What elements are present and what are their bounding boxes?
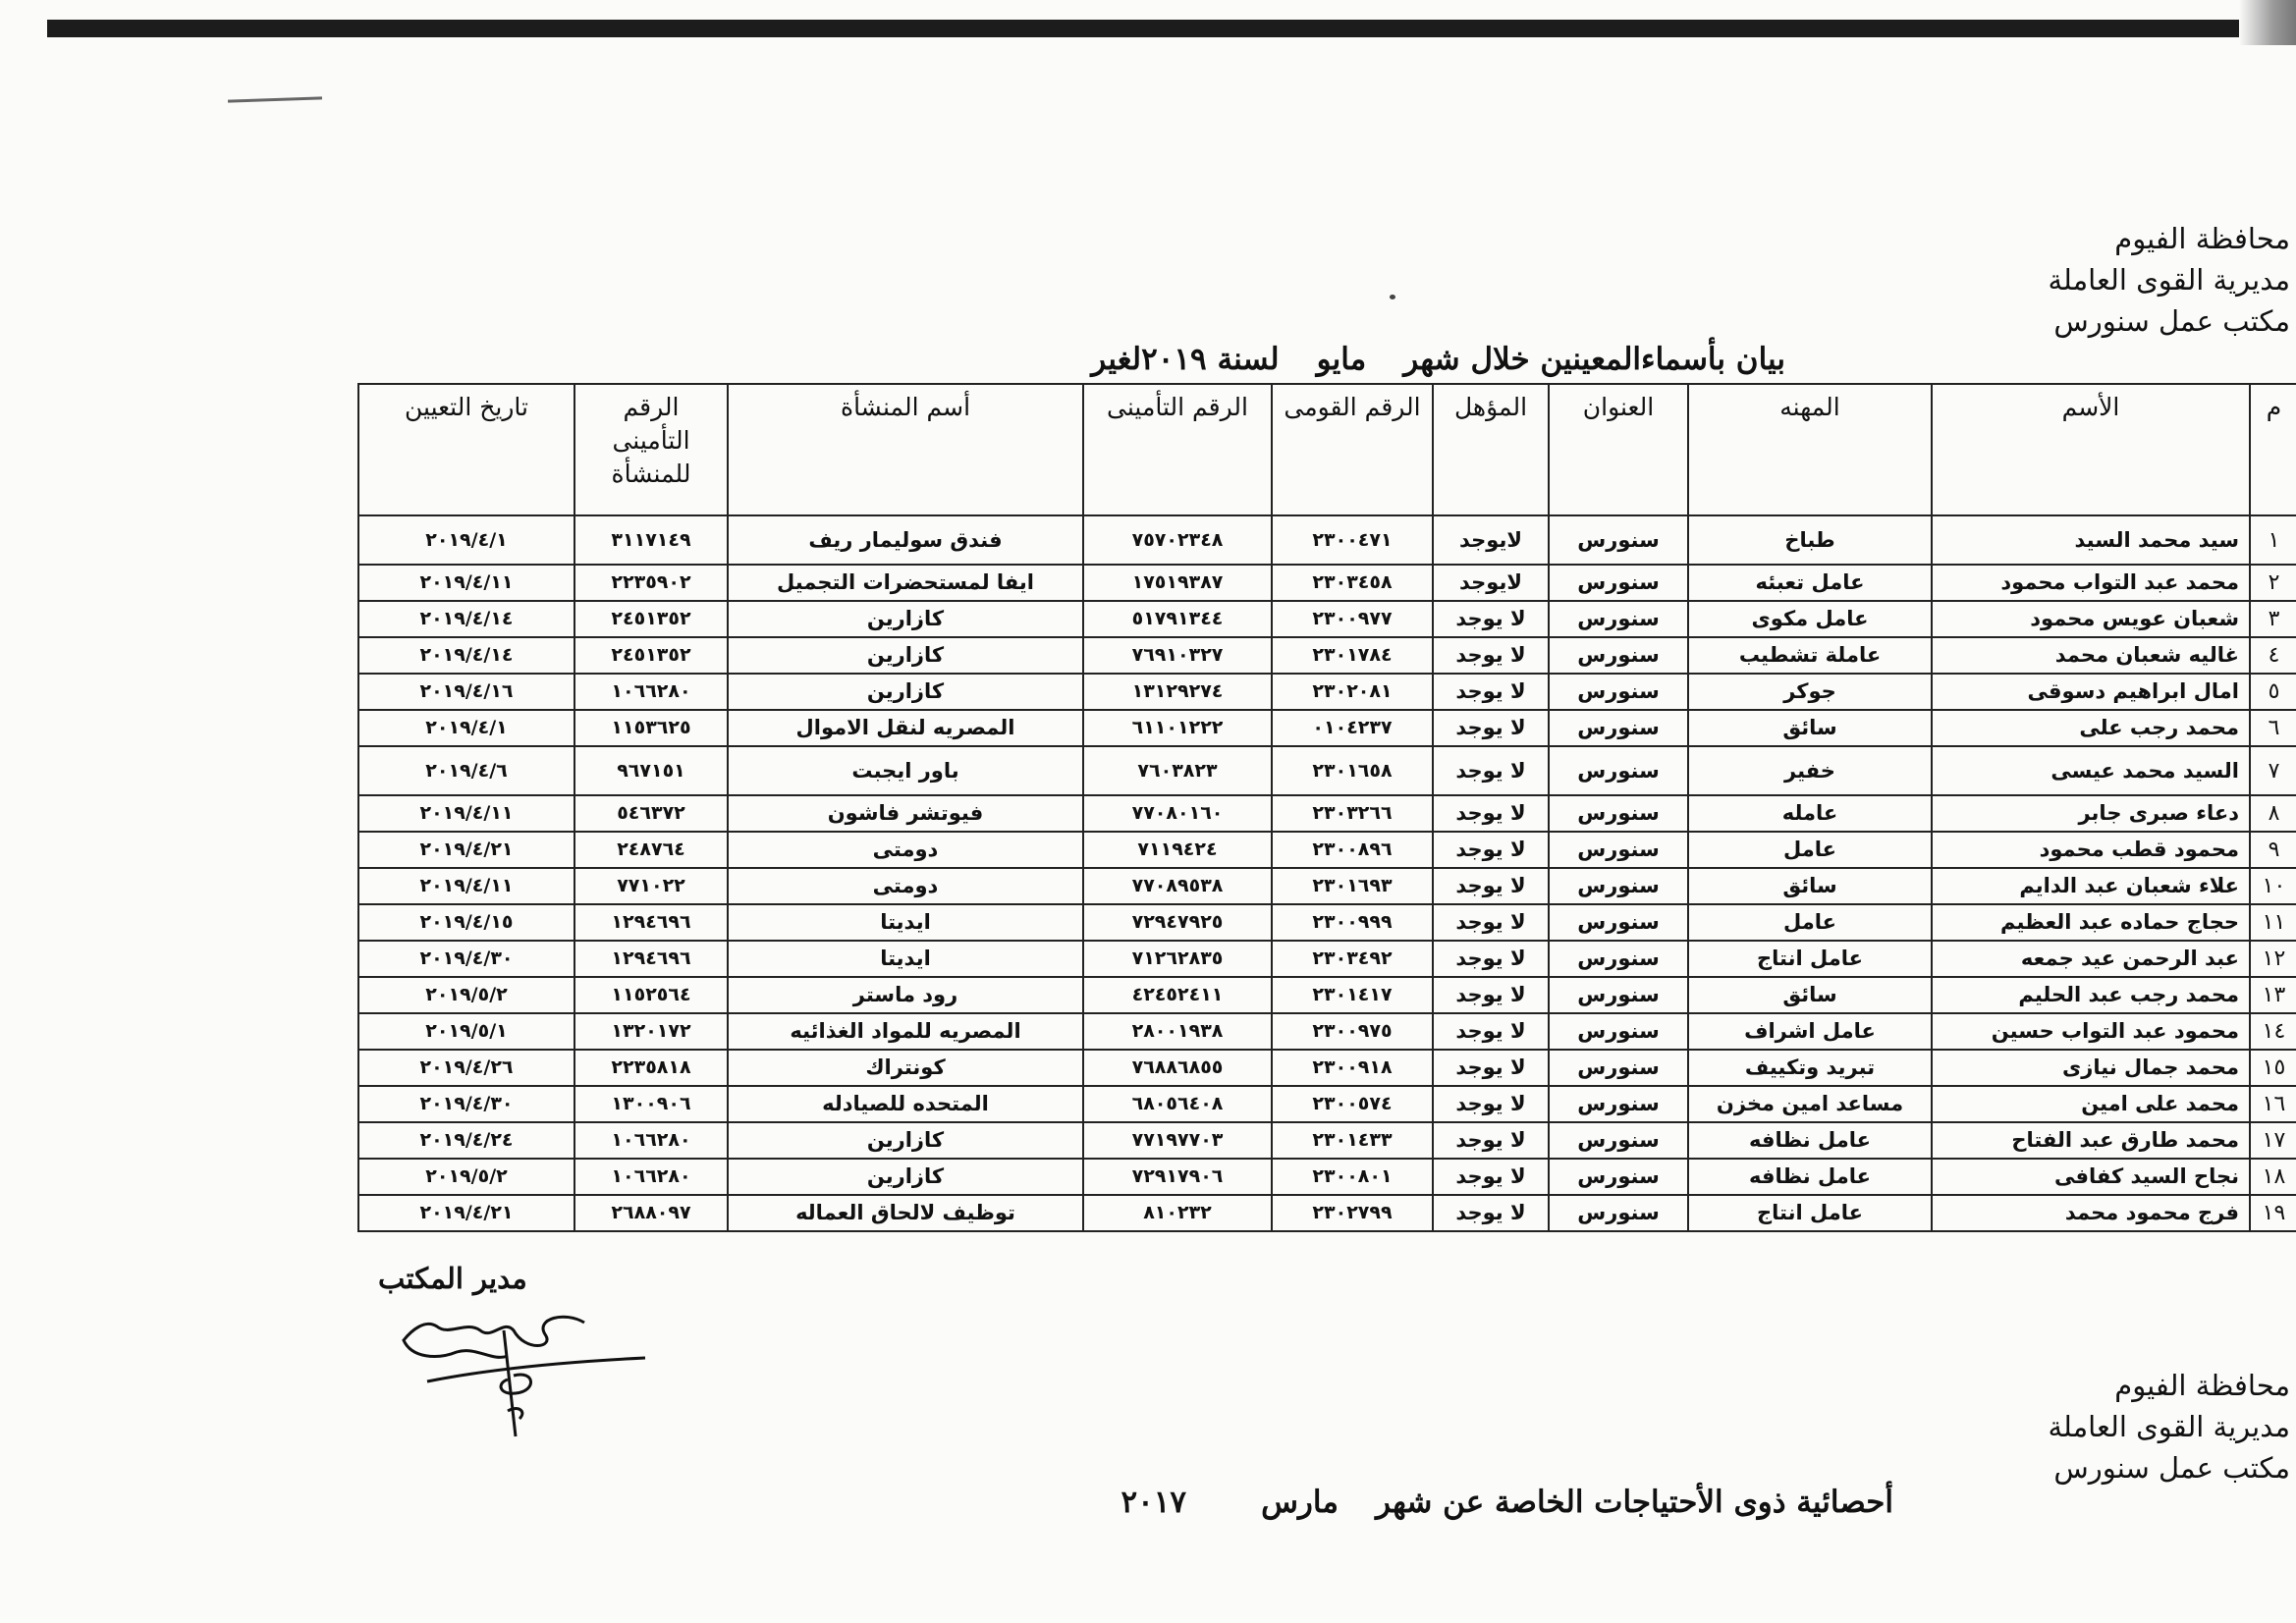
- insurance-number: ٧٧٠٨٠١٦٠: [1083, 795, 1272, 832]
- row-index: ١٠: [2250, 868, 2296, 904]
- employee-name: سيد محمد السيد: [1932, 515, 2250, 565]
- address: سنورس: [1549, 868, 1688, 904]
- row-index: ٧: [2250, 746, 2296, 795]
- office-line: مكتب عمل سنورس: [2053, 304, 2290, 338]
- insurance-number: ١٧٥١٩٣٨٧: [1083, 565, 1272, 601]
- national-id: ٢٣٠١٤٣٣: [1272, 1122, 1433, 1159]
- directorate-line: مديرية القوى العاملة: [2048, 263, 2290, 297]
- job-title: طباخ: [1688, 515, 1932, 565]
- office-manager-title: مدير المكتب: [378, 1262, 527, 1295]
- table-row: [358, 674, 2296, 710]
- table-row: [358, 565, 2296, 601]
- insurance-number: ٦١١٠١٢٢٢: [1083, 710, 1272, 746]
- qualification: لا يوجد: [1433, 601, 1549, 637]
- job-title: عامل: [1688, 904, 1932, 941]
- hire-date: ٢٠١٩/٤/٢١: [358, 832, 574, 868]
- establishment-insurance-number: ١٠٦٦٢٨٠: [574, 674, 728, 710]
- insurance-number: ٨١٠٢٣٢: [1083, 1195, 1272, 1231]
- employee-name: نجاح السيد كفافى: [1932, 1159, 2250, 1195]
- insurance-number: ٧١١٩٤٢٤: [1083, 832, 1272, 868]
- address: سنورس: [1549, 674, 1688, 710]
- qualification: لا يوجد: [1433, 674, 1549, 710]
- hire-date: ٢٠١٩/٤/١٦: [358, 674, 574, 710]
- row-index: ١٢: [2250, 941, 2296, 977]
- job-title: جوكر: [1688, 674, 1932, 710]
- second-title-month: مارس: [1261, 1485, 1339, 1520]
- qualification: لا يوجد: [1433, 868, 1549, 904]
- hire-date: ٢٠١٩/٥/٢: [358, 1159, 574, 1195]
- document-title: [1091, 342, 1785, 377]
- table-row: [358, 601, 2296, 637]
- establishment-insurance-number: ٩٦٧١٥١: [574, 746, 728, 795]
- table-row: [358, 941, 2296, 977]
- address: سنورس: [1549, 832, 1688, 868]
- insurance-number: ٧٧٠٨٩٥٣٨: [1083, 868, 1272, 904]
- qualification: لا يوجد: [1433, 977, 1549, 1013]
- row-index: ١٩: [2250, 1195, 2296, 1231]
- scan-dot: [1390, 295, 1395, 299]
- job-title: عامل انتاج: [1688, 1195, 1932, 1231]
- establishment-insurance-number: ٢٢٣٥٨١٨: [574, 1050, 728, 1086]
- qualification: لا يوجد: [1433, 1050, 1549, 1086]
- insurance-number: ٧١٢٦٢٨٣٥: [1083, 941, 1272, 977]
- office-line: مكتب عمل سنورس: [2053, 1451, 2290, 1485]
- col-header-establishment: أسم المنشأة: [728, 384, 1083, 515]
- row-index: ١٨: [2250, 1159, 2296, 1195]
- employee-name: غاليه شعبان محمد: [1932, 637, 2250, 674]
- job-title: عامل نظافه: [1688, 1159, 1932, 1195]
- national-id: ٢٣٠٣٤٩٢: [1272, 941, 1433, 977]
- row-index: ٥: [2250, 674, 2296, 710]
- insurance-number: ٧٧١٩٧٧٠٣: [1083, 1122, 1272, 1159]
- national-id: ٢٣٠٣٢٦٦: [1272, 795, 1433, 832]
- table-row: [358, 1195, 2296, 1231]
- table-row: [358, 1013, 2296, 1050]
- row-index: ٨: [2250, 795, 2296, 832]
- scan-border-bar: [47, 20, 2296, 37]
- col-header-est-insurance-no: الرقم التأمينى للمنشأة: [574, 384, 728, 515]
- national-id: ٢٣٠٠٩٧٥: [1272, 1013, 1433, 1050]
- insurance-number: ٧٢٩١٧٩٠٦: [1083, 1159, 1272, 1195]
- hire-date: ٢٠١٩/٤/١٤: [358, 637, 574, 674]
- job-title: خفير: [1688, 746, 1932, 795]
- qualification: لا يوجد: [1433, 746, 1549, 795]
- hire-date: ٢٠١٩/٤/٣٠: [358, 1086, 574, 1122]
- table-row: [358, 746, 2296, 795]
- employee-name: السيد محمد عيسى: [1932, 746, 2250, 795]
- qualification: لا يوجد: [1433, 1195, 1549, 1231]
- signature: [398, 1301, 653, 1438]
- governorate-line: محافظة الفيوم: [2114, 222, 2290, 255]
- second-title-text: أحصائية ذوى الأحتياجات الخاصة عن شهر: [1375, 1485, 1893, 1520]
- employee-name: محمد طارق عبد الفتاح: [1932, 1122, 2250, 1159]
- establishment-name: كازارين: [728, 1159, 1083, 1195]
- hire-date: ٢٠١٩/٥/٢: [358, 977, 574, 1013]
- establishment-insurance-number: ١١٥٢٥٦٤: [574, 977, 728, 1013]
- appointees-table: [357, 383, 2296, 1232]
- address: سنورس: [1549, 904, 1688, 941]
- address: سنورس: [1549, 1050, 1688, 1086]
- table-row: [358, 1122, 2296, 1159]
- establishment-insurance-number: ٢٤٥١٣٥٢: [574, 601, 728, 637]
- table-row: [358, 977, 2296, 1013]
- hire-date: ٢٠١٩/٤/١١: [358, 868, 574, 904]
- job-title: عاملة تشطيب: [1688, 637, 1932, 674]
- row-index: ١: [2250, 515, 2296, 565]
- establishment-name: كازارين: [728, 674, 1083, 710]
- establishment-name: كازارين: [728, 637, 1083, 674]
- establishment-name: ايديتا: [728, 941, 1083, 977]
- hire-date: ٢٠١٩/٤/٢١: [358, 1195, 574, 1231]
- hire-date: ٢٠١٩/٤/١١: [358, 565, 574, 601]
- row-index: ٦: [2250, 710, 2296, 746]
- job-title: سائق: [1688, 977, 1932, 1013]
- col-header-address: العنوان: [1549, 384, 1688, 515]
- job-title: عامل مكوى: [1688, 601, 1932, 637]
- address: سنورس: [1549, 977, 1688, 1013]
- establishment-name: كونتراك: [728, 1050, 1083, 1086]
- col-header-national-id: الرقم القومى: [1272, 384, 1433, 515]
- table-row: [358, 832, 2296, 868]
- national-id: ٢٣٠١٦٩٣: [1272, 868, 1433, 904]
- job-title: تبريد وتكييف: [1688, 1050, 1932, 1086]
- hire-date: ٢٠١٩/٤/١: [358, 710, 574, 746]
- col-header-insurance-no: الرقم التأمينى: [1083, 384, 1272, 515]
- row-index: ٤: [2250, 637, 2296, 674]
- national-id: ٢٣٠٠٩٩٩: [1272, 904, 1433, 941]
- establishment-insurance-number: ١٣٢٠١٧٢: [574, 1013, 728, 1050]
- table-row: [358, 1159, 2296, 1195]
- establishment-insurance-number: ١٠٦٦٢٨٠: [574, 1159, 728, 1195]
- job-title: عامله: [1688, 795, 1932, 832]
- hire-date: ٢٠١٩/٤/٢٤: [358, 1122, 574, 1159]
- second-document-title: [1121, 1485, 1893, 1520]
- insurance-number: ٦٨٠٥٦٤٠٨: [1083, 1086, 1272, 1122]
- address: سنورس: [1549, 795, 1688, 832]
- national-id: ٠١٠٤٢٣٧: [1272, 710, 1433, 746]
- establishment-insurance-number: ٢٢٣٥٩٠٢: [574, 565, 728, 601]
- col-header-qualification: المؤهل: [1433, 384, 1549, 515]
- col-header-job: المهنه: [1688, 384, 1932, 515]
- national-id: ٢٣٠٠٨٠١: [1272, 1159, 1433, 1195]
- address: سنورس: [1549, 1013, 1688, 1050]
- row-index: ١١: [2250, 904, 2296, 941]
- col-header-hire-date: تاريخ التعيين: [358, 384, 574, 515]
- insurance-number: ٧٥٧٠٢٣٤٨: [1083, 515, 1272, 565]
- national-id: ٢٣٠٢٠٨١: [1272, 674, 1433, 710]
- address: سنورس: [1549, 637, 1688, 674]
- employee-name: فرج محمود محمد: [1932, 1195, 2250, 1231]
- address: سنورس: [1549, 601, 1688, 637]
- establishment-name: دومتى: [728, 868, 1083, 904]
- employee-name: امال ابراهيم دسوقى: [1932, 674, 2250, 710]
- row-index: ١٧: [2250, 1122, 2296, 1159]
- row-index: ١٣: [2250, 977, 2296, 1013]
- row-index: ٢: [2250, 565, 2296, 601]
- job-title: عامل: [1688, 832, 1932, 868]
- title-year: لسنة ٢٠١٩لغير: [1091, 342, 1280, 377]
- establishment-insurance-number: ٢٦٨٨٠٩٧: [574, 1195, 728, 1231]
- row-index: ١٥: [2250, 1050, 2296, 1086]
- col-header-name: الأسم: [1932, 384, 2250, 515]
- row-index: ٣: [2250, 601, 2296, 637]
- national-id: ٢٣٠٢٧٩٩: [1272, 1195, 1433, 1231]
- establishment-name: توظيف لالحاق العماله: [728, 1195, 1083, 1231]
- hire-date: ٢٠١٩/٤/١٤: [358, 601, 574, 637]
- employee-name: محمد عبد التواب محمود: [1932, 565, 2250, 601]
- national-id: ٢٣٠٠٨٩٦: [1272, 832, 1433, 868]
- table-body: [358, 515, 2296, 1231]
- establishment-name: المصريه لنقل الاموال: [728, 710, 1083, 746]
- national-id: ٢٣٠٠٩٧٧: [1272, 601, 1433, 637]
- letterhead-bottom: [2048, 1365, 2290, 1488]
- national-id: ٢٣٠٣٤٥٨: [1272, 565, 1433, 601]
- qualification: لا يوجد: [1433, 941, 1549, 977]
- hire-date: ٢٠١٩/٥/١: [358, 1013, 574, 1050]
- directorate-line: مديرية القوى العاملة: [2048, 1410, 2290, 1443]
- qualification: لا يوجد: [1433, 904, 1549, 941]
- national-id: ٢٣٠١٧٨٤: [1272, 637, 1433, 674]
- table-row: [358, 1050, 2296, 1086]
- job-title: مساعد امين مخزن: [1688, 1086, 1932, 1122]
- insurance-number: ٤٢٤٥٢٤١١: [1083, 977, 1272, 1013]
- establishment-insurance-number: ٥٤٦٣٧٢: [574, 795, 728, 832]
- hire-date: ٢٠١٩/٤/١١: [358, 795, 574, 832]
- address: سنورس: [1549, 941, 1688, 977]
- table-row: [358, 904, 2296, 941]
- establishment-insurance-number: ٢٤٨٧٦٤: [574, 832, 728, 868]
- qualification: لا يوجد: [1433, 1086, 1549, 1122]
- insurance-number: ٧٦٨٨٦٨٥٥: [1083, 1050, 1272, 1086]
- address: سنورس: [1549, 565, 1688, 601]
- table-row: [358, 868, 2296, 904]
- employee-name: محمود قطب محمود: [1932, 832, 2250, 868]
- hire-date: ٢٠١٩/٤/٢٦: [358, 1050, 574, 1086]
- employee-name: محمد جمال نيازى: [1932, 1050, 2250, 1086]
- insurance-number: ٧٦٠٣٨٢٣: [1083, 746, 1272, 795]
- employee-name: محمد رجب عبد الحليم: [1932, 977, 2250, 1013]
- qualification: لايوجد: [1433, 515, 1549, 565]
- insurance-number: ١٣١٢٩٢٧٤: [1083, 674, 1272, 710]
- employee-name: محمد رجب على: [1932, 710, 2250, 746]
- qualification: لا يوجد: [1433, 832, 1549, 868]
- address: سنورس: [1549, 710, 1688, 746]
- establishment-insurance-number: ١١٥٣٦٢٥: [574, 710, 728, 746]
- insurance-number: ٢٨٠٠١٩٣٨: [1083, 1013, 1272, 1050]
- qualification: لا يوجد: [1433, 1122, 1549, 1159]
- insurance-number: ٧٢٩٤٧٩٢٥: [1083, 904, 1272, 941]
- establishment-name: دومتى: [728, 832, 1083, 868]
- establishment-insurance-number: ٢٤٥١٣٥٢: [574, 637, 728, 674]
- table-row: [358, 795, 2296, 832]
- scan-mark: [228, 96, 322, 102]
- hire-date: ٢٠١٩/٤/٣٠: [358, 941, 574, 977]
- qualification: لا يوجد: [1433, 1013, 1549, 1050]
- hire-date: ٢٠١٩/٤/١٥: [358, 904, 574, 941]
- employee-name: محمد على امين: [1932, 1086, 2250, 1122]
- table-row: [358, 637, 2296, 674]
- qualification: لا يوجد: [1433, 710, 1549, 746]
- row-index: ٩: [2250, 832, 2296, 868]
- establishment-name: ايديتا: [728, 904, 1083, 941]
- national-id: ٢٣٠٠٥٧٤: [1272, 1086, 1433, 1122]
- establishment-name: فيوتشر فاشون: [728, 795, 1083, 832]
- employee-name: علاء شعبان عبد الدايم: [1932, 868, 2250, 904]
- address: سنورس: [1549, 1086, 1688, 1122]
- establishment-name: كازارين: [728, 1122, 1083, 1159]
- qualification: لا يوجد: [1433, 637, 1549, 674]
- establishment-name: كازارين: [728, 601, 1083, 637]
- job-title: سائق: [1688, 868, 1932, 904]
- job-title: عامل نظافه: [1688, 1122, 1932, 1159]
- employee-name: محمود عبد التواب حسين: [1932, 1013, 2250, 1050]
- establishment-name: المصريه للمواد الغذائيه: [728, 1013, 1083, 1050]
- establishment-name: باور ايجبت: [728, 746, 1083, 795]
- establishment-name: فندق سوليمار ريف: [728, 515, 1083, 565]
- hire-date: ٢٠١٩/٤/١: [358, 515, 574, 565]
- establishment-insurance-number: ١٢٩٤٦٩٦: [574, 904, 728, 941]
- establishment-insurance-number: ٧٧١٠٢٢: [574, 868, 728, 904]
- establishment-insurance-number: ٣١١٧١٤٩: [574, 515, 728, 565]
- qualification: لايوجد: [1433, 565, 1549, 601]
- hire-date: ٢٠١٩/٤/٦: [358, 746, 574, 795]
- table-row: [358, 710, 2296, 746]
- employee-name: شعبان عويس محمود: [1932, 601, 2250, 637]
- national-id: ٢٣٠٠٩١٨: [1272, 1050, 1433, 1086]
- qualification: لا يوجد: [1433, 795, 1549, 832]
- address: سنورس: [1549, 746, 1688, 795]
- scan-edge-shadow: [2239, 0, 2296, 45]
- job-title: عامل تعبئه: [1688, 565, 1932, 601]
- address: سنورس: [1549, 515, 1688, 565]
- establishment-insurance-number: ١٠٦٦٢٨٠: [574, 1122, 728, 1159]
- table-row: [358, 1086, 2296, 1122]
- establishment-insurance-number: ١٣٠٠٩٠٦: [574, 1086, 728, 1122]
- row-index: ١٦: [2250, 1086, 2296, 1122]
- job-title: عامل اشراف: [1688, 1013, 1932, 1050]
- title-month: مايو: [1316, 342, 1367, 377]
- establishment-insurance-number: ١٢٩٤٦٩٦: [574, 941, 728, 977]
- job-title: عامل انتاج: [1688, 941, 1932, 977]
- employee-name: دعاء صبرى جابر: [1932, 795, 2250, 832]
- governorate-line: محافظة الفيوم: [2114, 1369, 2290, 1402]
- address: سنورس: [1549, 1195, 1688, 1231]
- employee-name: حجاج حماده عبد العظيم: [1932, 904, 2250, 941]
- title-text: بيان بأسماءالمعينين خلال شهر: [1403, 342, 1785, 377]
- establishment-name: رود ماستر: [728, 977, 1083, 1013]
- national-id: ٢٣٠١٦٥٨: [1272, 746, 1433, 795]
- table-row: [358, 515, 2296, 565]
- qualification: لا يوجد: [1433, 1159, 1549, 1195]
- insurance-number: ٧٦٩١٠٣٢٧: [1083, 637, 1272, 674]
- second-title-year: ٢٠١٧: [1121, 1485, 1187, 1520]
- table-header-row: [358, 384, 2296, 515]
- employee-name: عبد الرحمن عيد جمعه: [1932, 941, 2250, 977]
- insurance-number: ٥١٧٩١٣٤٤: [1083, 601, 1272, 637]
- national-id: ٢٣٠١٤١٧: [1272, 977, 1433, 1013]
- national-id: ٢٣٠٠٤٧١: [1272, 515, 1433, 565]
- address: سنورس: [1549, 1122, 1688, 1159]
- row-index: ١٤: [2250, 1013, 2296, 1050]
- establishment-name: المتحده للصيادله: [728, 1086, 1083, 1122]
- job-title: سائق: [1688, 710, 1932, 746]
- letterhead-top: [2048, 218, 2290, 342]
- address: سنورس: [1549, 1159, 1688, 1195]
- col-header-index: م: [2250, 384, 2296, 515]
- establishment-name: ايفا لمستحضرات التجميل: [728, 565, 1083, 601]
